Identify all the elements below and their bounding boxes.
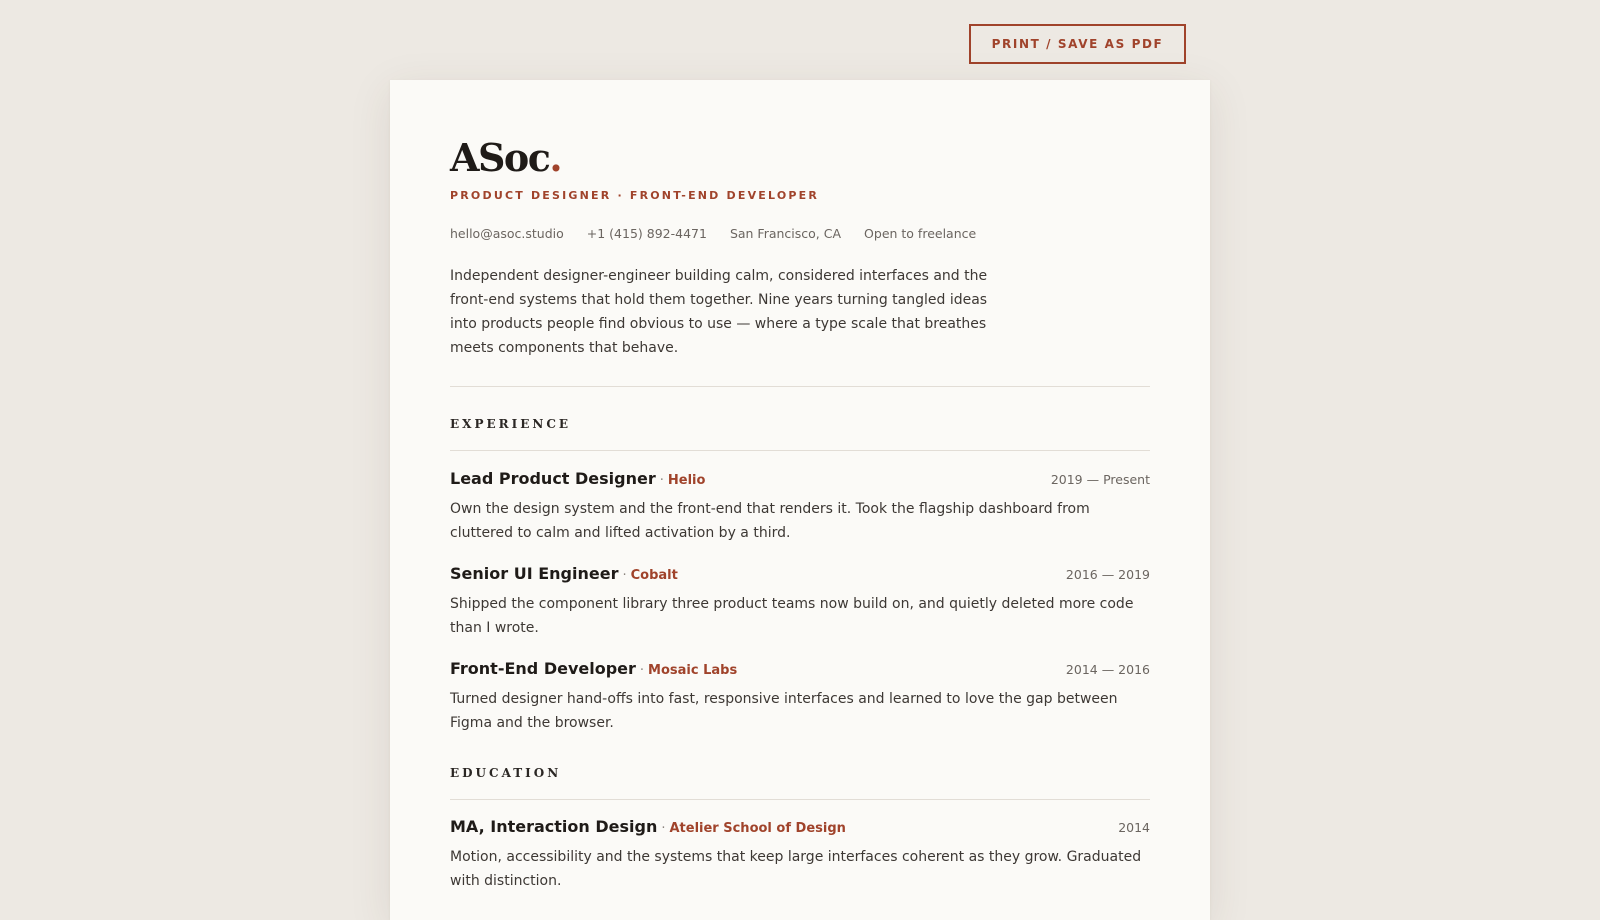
print-save-pdf-button[interactable]: PRINT / SAVE AS PDF — [969, 24, 1186, 64]
entry-header — [450, 564, 1150, 586]
entry-description: Turned designer hand-offs into fast, responsive interfaces and learned to love the gap between Figma and the browser. — [450, 691, 1118, 731]
entry-title-line — [450, 469, 705, 488]
entry-description: Own the design system and the front-end that renders it. Took the flagship dashboard from cluttered to calm and lifted activation by a third. — [450, 501, 1090, 541]
entry-org: Mosaic Labs — [648, 663, 738, 678]
entry-role: Senior UI Engineer — [450, 564, 619, 583]
experience-entry-cobalt — [450, 564, 1150, 640]
entry-title-line — [450, 659, 737, 678]
entry-title-line — [450, 564, 678, 583]
contact-email[interactable]: hello@asoc.studio — [450, 226, 564, 241]
resume-page — [390, 80, 1210, 920]
entry-org: Cobalt — [630, 568, 678, 583]
brand-text: ASoc — [450, 135, 550, 180]
entry-dates: 2019 — Present — [1050, 472, 1150, 487]
entry-header — [450, 469, 1150, 491]
entry-description: Motion, accessibility and the systems that keep large interfaces coherent as they grow. Graduated with distinction. — [450, 849, 1142, 889]
contact-availability: Open to freelance — [864, 226, 977, 241]
entry-description: Shipped the component library three product teams now build on, and quietly deleted more code than I wrote. — [450, 596, 1134, 636]
entry-school: Atelier School of Design — [669, 821, 846, 836]
entry-header — [450, 659, 1150, 681]
entry-separator: · — [661, 821, 666, 836]
education-heading: EDUCATION — [450, 766, 562, 780]
brand-dot: . — [549, 135, 562, 180]
entry-role: Front-End Developer — [450, 659, 636, 678]
brand-name — [450, 136, 561, 180]
education-divider — [450, 799, 1150, 800]
contact-location: San Francisco, CA — [729, 226, 842, 241]
experience-divider — [450, 450, 1150, 451]
entry-dates: 2014 — 2016 — [1065, 662, 1150, 677]
role-subtitle: PRODUCT DESIGNER · FRONT-END DEVELOPER — [450, 189, 820, 202]
summary-text: Independent designer-engineer building calm, considered interfaces and the front-end systems that hold them together. Nine years turning tangled ideas into products people find obvious to use — where a type scale that breathes meets components that behave. — [450, 268, 988, 356]
entry-org: Helio — [667, 473, 706, 488]
header-divider — [450, 386, 1150, 387]
entry-header — [450, 817, 1150, 839]
entry-degree: MA, Interaction Design — [450, 817, 658, 836]
entry-title-line — [450, 817, 846, 836]
contact-phone[interactable]: +1 (415) 892-4471 — [586, 226, 707, 241]
entry-dates: 2016 — 2019 — [1065, 567, 1150, 582]
contact-list — [450, 226, 976, 241]
entry-separator: · — [639, 663, 645, 678]
entry-role: Lead Product Designer — [450, 469, 656, 488]
entry-separator: · — [622, 568, 627, 583]
entry-separator: · — [659, 473, 664, 488]
entry-dates: 2014 — [1118, 820, 1150, 835]
experience-entry-mosaic-labs — [450, 659, 1150, 735]
experience-heading: EXPERIENCE — [450, 417, 572, 431]
education-entry-atelier — [450, 817, 1150, 893]
experience-entry-helio — [450, 469, 1150, 545]
